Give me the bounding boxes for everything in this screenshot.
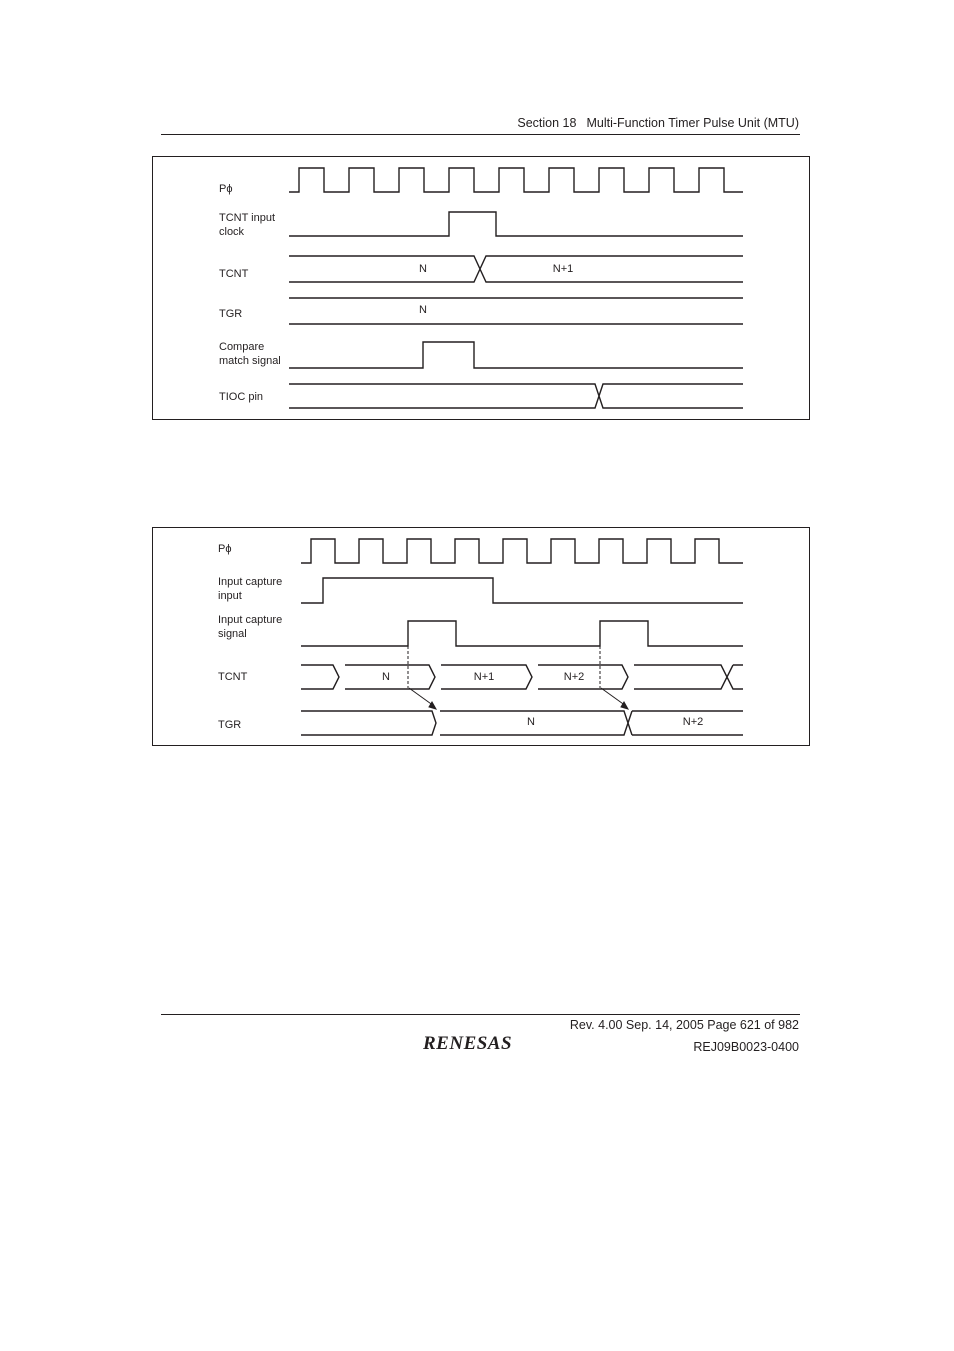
- capture-input-waveform: [301, 578, 743, 603]
- tcnt-bus-waveform-2: [301, 665, 743, 689]
- capture-input-label-line1: Input capture: [218, 576, 283, 588]
- compare-timing-waveforms: [153, 157, 811, 421]
- capture-input-label: [218, 576, 282, 603]
- pphi-label-2: Pϕ: [218, 543, 232, 555]
- section-title: Multi-Function Timer Pulse Unit (MTU): [586, 116, 799, 130]
- section-number: Section 18: [517, 116, 577, 130]
- renesas-logo: [423, 1033, 543, 1058]
- tcnt-input-clock-waveform: [289, 212, 743, 236]
- capture-signal-label-line2: signal: [218, 627, 247, 640]
- compare-match-label: [219, 341, 281, 368]
- tioc-pin-waveform: [289, 384, 743, 408]
- footer-rule: [161, 1014, 800, 1015]
- tcnt-value-n1: N+1: [552, 263, 574, 275]
- header-rule: [161, 134, 800, 135]
- footer-doc-number: REJ09B0023-0400: [693, 1040, 799, 1054]
- capture-arrow-2: [601, 688, 626, 706]
- tcnt-input-clock-label-line2: clock: [219, 225, 245, 238]
- tcnt-bus-waveform: [289, 256, 743, 282]
- compare-match-label-line2: match signal: [219, 354, 281, 367]
- capture-timing-figure: [152, 527, 810, 746]
- tcnt-value-n: N: [419, 263, 427, 275]
- renesas-logo-mark: [423, 1033, 543, 1053]
- tcnt-value-n1-2: N+1: [473, 671, 495, 683]
- renesas-logo-wordmark: RENESAS: [423, 1033, 513, 1053]
- pphi-waveform-2: [301, 539, 743, 563]
- pphi-waveform: [289, 168, 743, 192]
- footer-revision: Rev. 4.00 Sep. 14, 2005 Page 621 of 982: [569, 1018, 799, 1032]
- compare-timing-figure: [152, 156, 810, 420]
- tcnt-input-clock-label-line1: TCNT input: [219, 212, 276, 224]
- capture-signal-waveform: [301, 621, 743, 646]
- tgr-label: TGR: [219, 308, 243, 320]
- tcnt-label: TCNT: [219, 268, 249, 280]
- capture-signal-label-line1: Input capture: [218, 614, 283, 626]
- capture-input-label-line2: input: [218, 589, 242, 602]
- tgr-label-2: TGR: [218, 719, 242, 731]
- tgr-bus-waveform-2: [301, 711, 743, 735]
- capture-signal-label: [218, 614, 282, 641]
- tgr-value-n: N: [419, 304, 427, 316]
- tgr-value-n-2: N: [527, 716, 535, 728]
- compare-match-waveform: [289, 342, 743, 368]
- compare-match-label-line1: Compare: [219, 341, 265, 353]
- tgr-value-n2-2: N+2: [682, 716, 704, 728]
- tioc-pin-label: TIOC pin: [219, 391, 264, 403]
- pphi-label: Pϕ: [219, 183, 233, 195]
- tgr-bus-waveform: [289, 298, 743, 324]
- tcnt-value-n2-2: N+2: [563, 671, 585, 683]
- tcnt-input-clock-label: [219, 212, 275, 239]
- page-header: [517, 116, 799, 130]
- tcnt-value-n-2: N: [382, 671, 390, 683]
- capture-arrow-1: [409, 688, 434, 706]
- tcnt-label-2: TCNT: [218, 671, 248, 683]
